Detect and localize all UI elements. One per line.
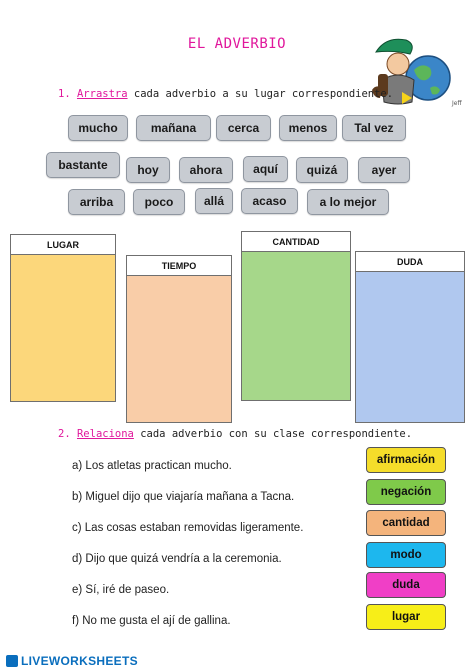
sentence-c: c) Las cosas estaban removidas ligeramente.: [72, 522, 304, 534]
footer-brand[interactable]: LIVEWORKSHEETS: [21, 653, 138, 668]
drop-column-lugar[interactable]: [10, 234, 116, 402]
sentence-f: f) No me gusta el ají de gallina.: [72, 615, 231, 627]
drop-column-tiempo[interactable]: [126, 255, 232, 423]
adverb-chip[interactable]: allá: [195, 188, 233, 214]
adverb-chip[interactable]: bastante: [46, 152, 120, 178]
adverb-chip[interactable]: hoy: [126, 157, 170, 183]
instruction-2-text: cada adverbio con su clase correspondiente.: [133, 428, 413, 440]
class-modo[interactable]: modo: [366, 542, 446, 568]
adverb-chip[interactable]: mañana: [136, 115, 211, 141]
adverb-chip[interactable]: acaso: [241, 188, 298, 214]
adverb-chip[interactable]: mucho: [68, 115, 128, 141]
instruction-2: [58, 428, 412, 440]
instruction-1-link[interactable]: Arrastra: [76, 88, 128, 100]
column-header: TIEMPO: [127, 256, 231, 276]
instruction-2-number: 2.: [58, 428, 71, 440]
class-duda[interactable]: duda: [366, 572, 446, 598]
adverb-chip[interactable]: arriba: [68, 189, 125, 215]
sentence-d: d) Dijo que quizá vendría a la ceremonia.: [72, 553, 282, 565]
instruction-1-text: cada adverbio a su lugar correspondiente.: [127, 88, 394, 100]
adverb-chip[interactable]: ahora: [179, 157, 233, 183]
instruction-1: [58, 88, 393, 100]
liveworksheets-logo-icon: [6, 655, 18, 667]
column-header: DUDA: [356, 252, 464, 272]
drop-column-cantidad[interactable]: [241, 231, 351, 401]
adverb-chip[interactable]: menos: [279, 115, 337, 141]
class-cantidad[interactable]: cantidad: [366, 510, 446, 536]
sentence-e: e) Sí, iré de paseo.: [72, 584, 170, 596]
column-header: LUGAR: [11, 235, 115, 255]
page-title: EL ADVERBIO: [187, 36, 287, 52]
sentence-a: a) Los atletas practican mucho.: [72, 460, 232, 472]
adverb-chip[interactable]: Tal vez: [342, 115, 406, 141]
adverb-chip[interactable]: ayer: [358, 157, 410, 183]
adverb-chip[interactable]: cerca: [216, 115, 271, 141]
mascot-signature: Jeff: [452, 100, 462, 107]
instruction-2-link[interactable]: Relaciona: [76, 428, 134, 440]
adverb-chip[interactable]: quizá: [296, 157, 348, 183]
column-header: CANTIDAD: [242, 232, 350, 252]
footer-bar: [0, 652, 474, 669]
adverb-chip[interactable]: aquí: [243, 156, 288, 182]
adverb-chip[interactable]: poco: [133, 189, 185, 215]
sentence-b: b) Miguel dijo que viajaría mañana a Tacna.: [72, 491, 295, 503]
class-afirmacion[interactable]: afirmación: [366, 447, 446, 473]
instruction-1-number: 1.: [58, 88, 71, 100]
class-lugar[interactable]: lugar: [366, 604, 446, 630]
adverb-chip[interactable]: a lo mejor: [307, 189, 389, 215]
class-negacion[interactable]: negación: [366, 479, 446, 505]
drop-column-duda[interactable]: [355, 251, 465, 423]
